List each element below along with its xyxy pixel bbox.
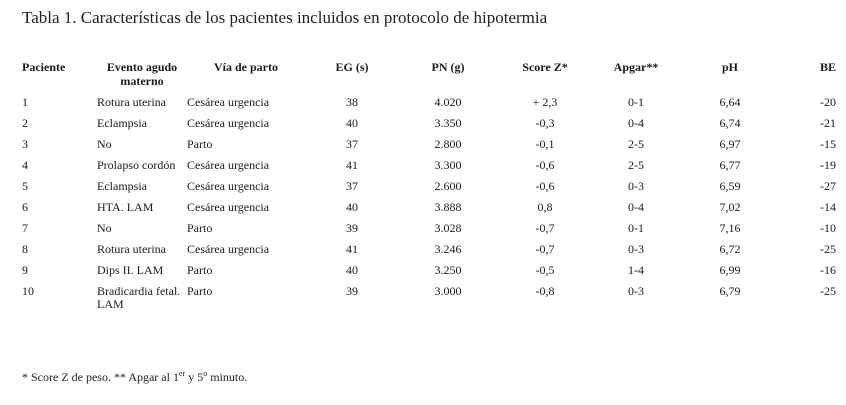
table-row — [22, 96, 836, 117]
header-evento-agudo — [97, 60, 187, 96]
cell-evento-agudo: Dips II. LAM — [97, 263, 164, 277]
cell-evento-agudo: Rotura uterina — [97, 95, 166, 109]
footnote-text-1: * Score Z de peso. ** Apgar al 1 — [22, 370, 179, 384]
cell-ph: 6,59 — [719, 179, 741, 193]
cell-pn: 3.350 — [434, 116, 462, 130]
footnote-text-3: minuto. — [207, 370, 248, 384]
cell-eg: 40 — [346, 200, 358, 214]
cell-apgar: 0-1 — [628, 95, 644, 109]
cell-eg: 40 — [346, 263, 358, 277]
cell-score-z: -0,3 — [535, 116, 555, 130]
cell-ph: 6,72 — [719, 242, 741, 256]
cell-eg: 38 — [346, 95, 358, 109]
cell-evento-agudo: No — [97, 221, 112, 235]
cell-apgar: 2-5 — [628, 137, 644, 151]
cell-ph: 6,77 — [719, 158, 741, 172]
table-title: Tabla 1. Características de los pacientes incluidos en protocolo de hipotermia — [22, 8, 548, 27]
cell-paciente: 10 — [22, 284, 34, 298]
cell-paciente: 4 — [22, 158, 28, 172]
cell-pn: 3.246 — [434, 242, 462, 256]
cell-score-z: -0,8 — [535, 284, 555, 298]
cell-via-de-parto: Cesárea urgencia — [187, 116, 270, 130]
cell-apgar: 0-1 — [628, 221, 644, 235]
cell-apgar: 2-5 — [628, 158, 644, 172]
header-score-z: Score Z* — [522, 60, 568, 74]
table-row — [22, 243, 836, 264]
cell-paciente: 7 — [22, 221, 28, 235]
header-pn: PN (g) — [431, 60, 465, 74]
header-ph: pH — [721, 60, 738, 74]
cell-via-de-parto: Cesárea urgencia — [187, 95, 270, 109]
cell-ph: 6,74 — [719, 116, 741, 130]
cell-eg: 40 — [346, 116, 358, 130]
cell-be: -16 — [820, 263, 836, 277]
cell-via-de-parto: Cesárea urgencia — [187, 179, 270, 193]
table-row — [22, 201, 836, 222]
patients-table — [22, 60, 836, 319]
cell-paciente: 9 — [22, 263, 28, 277]
cell-score-z: -0,5 — [535, 263, 555, 277]
cell-eg: 41 — [346, 242, 358, 256]
cell-eg: 37 — [346, 179, 358, 193]
cell-score-z: -0,6 — [535, 179, 555, 193]
cell-be: -19 — [820, 158, 836, 172]
cell-eg: 39 — [346, 221, 358, 235]
cell-via-de-parto: Parto — [187, 263, 213, 277]
cell-pn: 2.600 — [434, 179, 462, 193]
footnote — [22, 369, 247, 385]
cell-apgar: 0-3 — [628, 179, 644, 193]
cell-be: -15 — [820, 137, 836, 151]
table-row — [22, 264, 836, 285]
cell-apgar: 0-3 — [628, 242, 644, 256]
cell-evento-agudo: HTA. LAM — [97, 200, 154, 214]
cell-pn: 3.028 — [434, 221, 462, 235]
cell-apgar: 0-4 — [628, 200, 644, 214]
table-row — [22, 117, 836, 138]
cell-eg: 39 — [346, 284, 358, 298]
footnote-sup-2: o — [203, 369, 208, 378]
header-be: BE — [819, 60, 836, 74]
cell-ph: 6,79 — [719, 284, 741, 298]
header-paciente: Paciente — [22, 60, 66, 74]
header-eg: EG (s) — [335, 60, 369, 74]
cell-via-de-parto: Cesárea urgencia — [187, 158, 270, 172]
footnote-text-2: y 5 — [185, 370, 204, 384]
cell-evento-agudo: Bradicardia fetal. LAM — [97, 284, 181, 311]
cell-score-z: + 2,3 — [532, 95, 558, 109]
cell-be: -20 — [820, 95, 836, 109]
cell-apgar: 0-3 — [628, 284, 644, 298]
cell-apgar: 0-4 — [628, 116, 644, 130]
table-row — [22, 138, 836, 159]
cell-paciente: 8 — [22, 242, 28, 256]
cell-be: -25 — [820, 242, 836, 256]
cell-via-de-parto: Cesárea urgencia — [187, 200, 270, 214]
cell-paciente: 6 — [22, 200, 28, 214]
cell-pn: 4.020 — [434, 95, 462, 109]
cell-score-z: 0,8 — [537, 200, 553, 214]
cell-via-de-parto: Parto — [187, 284, 213, 298]
header-evento-agudo-label: Evento agudo materno — [106, 60, 178, 88]
cell-score-z: -0,1 — [535, 137, 555, 151]
header-apgar: Apgar** — [613, 60, 659, 74]
cell-paciente: 2 — [22, 116, 28, 130]
cell-ph: 7,02 — [719, 200, 741, 214]
cell-paciente: 5 — [22, 179, 28, 193]
table-row — [22, 222, 836, 243]
table-row — [22, 285, 836, 319]
cell-score-z: -0,6 — [535, 158, 555, 172]
cell-pn: 3.250 — [434, 263, 462, 277]
cell-evento-agudo: No — [97, 137, 112, 151]
table-row — [22, 159, 836, 180]
cell-be: -27 — [820, 179, 836, 193]
cell-ph: 6,97 — [719, 137, 741, 151]
cell-paciente: 3 — [22, 137, 28, 151]
cell-ph: 6,64 — [719, 95, 741, 109]
cell-ph: 7,16 — [719, 221, 741, 235]
cell-be: -14 — [820, 200, 836, 214]
cell-evento-agudo: Rotura uterina — [97, 242, 166, 256]
cell-pn: 3.300 — [434, 158, 462, 172]
cell-be: -10 — [820, 221, 836, 235]
cell-be: -21 — [820, 116, 836, 130]
cell-apgar: 1-4 — [628, 263, 644, 277]
cell-eg: 41 — [346, 158, 358, 172]
cell-via-de-parto: Parto — [187, 221, 213, 235]
footnote-sup-1: er — [178, 369, 186, 378]
cell-pn: 2.800 — [434, 137, 462, 151]
cell-via-de-parto: Parto — [187, 137, 213, 151]
cell-evento-agudo: Eclampsia — [97, 179, 147, 193]
cell-score-z: -0,7 — [535, 242, 555, 256]
cell-via-de-parto: Cesárea urgencia — [187, 242, 270, 256]
cell-eg: 37 — [346, 137, 358, 151]
cell-pn: 3.000 — [434, 284, 462, 298]
table-header-row — [22, 60, 836, 96]
header-via-de-parto: Vía de parto — [214, 60, 278, 74]
cell-evento-agudo: Eclampsia — [97, 116, 147, 130]
cell-score-z: -0,7 — [535, 221, 555, 235]
cell-ph: 6,99 — [719, 263, 741, 277]
cell-evento-agudo: Prolapso cordón — [97, 158, 176, 172]
table-row — [22, 180, 836, 201]
cell-paciente: 1 — [22, 95, 28, 109]
cell-pn: 3.888 — [434, 200, 462, 214]
cell-be: -25 — [820, 284, 836, 298]
